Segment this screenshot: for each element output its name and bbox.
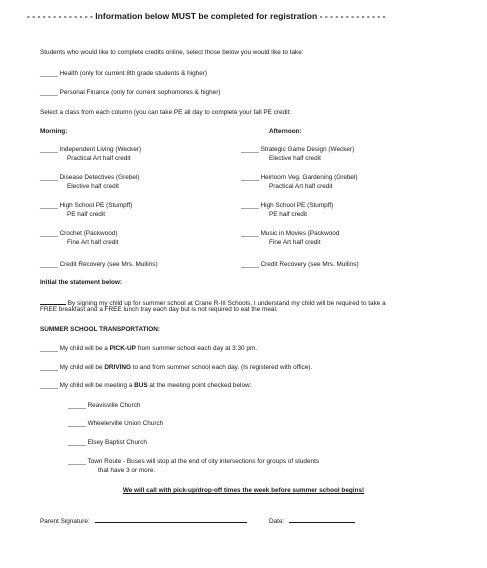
callback-notice bbox=[0, 487, 487, 495]
blank-line[interactable]: _____ bbox=[40, 382, 58, 389]
option-keyword: PICK-UP bbox=[109, 345, 136, 352]
date-line[interactable] bbox=[289, 515, 355, 523]
class-title: High School PE (Stumpff) bbox=[260, 202, 334, 209]
transport-option-pickup[interactable] bbox=[40, 345, 257, 353]
class-credit: Practical Art half credit bbox=[269, 183, 333, 190]
blank-line[interactable]: _____ bbox=[241, 146, 259, 153]
class-title: Music in Movies (Packwood bbox=[260, 230, 340, 237]
blank-line[interactable]: _____ bbox=[241, 261, 259, 268]
option-text: from summer school each day at 3:30 pm. bbox=[135, 345, 258, 352]
option-name: Personal Finance bbox=[59, 89, 110, 96]
stop-name: Town Route - Buses will stop at the end of city intersections for groups of students bbox=[87, 458, 320, 465]
class-credit: Fine Art half credit bbox=[269, 239, 321, 246]
class-title: Disease Detectives (Grebel) bbox=[59, 174, 140, 181]
class-credit: Practical Art half credit bbox=[67, 155, 131, 162]
afternoon-option[interactable] bbox=[241, 174, 358, 182]
afternoon-option[interactable] bbox=[241, 261, 359, 269]
select-class-instructions: Select a class from each column (you can take PE all day to complete your fall PE credit: bbox=[40, 109, 292, 116]
morning-option[interactable] bbox=[40, 202, 132, 210]
afternoon-option[interactable] bbox=[241, 146, 354, 154]
form-header: - - - - - - - - - - - - - Information below MUST be completed for registration - - - - - - - - - - - - - bbox=[27, 11, 386, 21]
transport-heading: SUMMER SCHOOL TRANSPORTATION: bbox=[40, 326, 160, 333]
online-option-health[interactable] bbox=[40, 70, 207, 78]
blank-line[interactable]: _____ bbox=[40, 202, 58, 209]
morning-option[interactable] bbox=[40, 146, 141, 154]
blank-line[interactable]: _____ bbox=[40, 345, 58, 352]
initial-blank[interactable] bbox=[40, 297, 66, 305]
afternoon-option[interactable] bbox=[241, 230, 339, 238]
blank-line[interactable]: _____ bbox=[241, 174, 259, 181]
callback-notice-text: We will call with pick-up/drop-off times the week before summer school begins! bbox=[122, 487, 365, 494]
option-keyword: BUS bbox=[134, 382, 148, 389]
class-title: Credit Recovery (see Mrs. Mullins) bbox=[260, 261, 359, 268]
class-title: Independent Living (Wecker) bbox=[59, 146, 142, 153]
date-label: Date: bbox=[269, 518, 285, 525]
option-note: (only for current 8th grade students & higher) bbox=[79, 70, 207, 77]
bus-stop-option-town-route[interactable] bbox=[68, 458, 319, 466]
stop-name: Reavisville Church bbox=[87, 402, 141, 409]
blank-line[interactable]: _____ bbox=[241, 230, 259, 237]
blank-line[interactable]: _____ bbox=[40, 364, 58, 371]
stop-name: Elsey Baptist Church bbox=[87, 439, 147, 446]
blank-line[interactable]: _____ bbox=[40, 174, 58, 181]
initial-heading: Initial the statement below: bbox=[40, 279, 123, 286]
afternoon-heading: Afternoon: bbox=[269, 128, 302, 135]
stop-name: Wheelerville Union Church bbox=[87, 420, 164, 427]
blank-line[interactable]: _____ bbox=[40, 70, 58, 77]
blank-line[interactable]: _____ bbox=[241, 202, 259, 209]
blank-line[interactable]: _____ bbox=[68, 402, 86, 409]
option-note: (only for current sophomores & higher) bbox=[111, 89, 221, 96]
town-route-note: that have 3 or more. bbox=[98, 467, 156, 474]
class-title: Crochet (Packwood) bbox=[59, 230, 118, 237]
blank-line[interactable]: _____ bbox=[40, 146, 58, 153]
option-name: Health bbox=[59, 70, 79, 77]
online-intro: Students who would like to complete credits online, select those below you would like to take: bbox=[40, 49, 304, 56]
date-field bbox=[269, 515, 355, 526]
blank-line[interactable]: _____ bbox=[68, 458, 86, 465]
parent-signature-line[interactable] bbox=[95, 515, 247, 523]
class-title: Credit Recovery (see Mrs. Mullins) bbox=[59, 261, 158, 268]
morning-heading: Morning: bbox=[40, 128, 68, 135]
bus-stop-option[interactable] bbox=[68, 402, 140, 410]
parent-signature bbox=[40, 515, 247, 526]
class-credit: PE half credit bbox=[67, 211, 106, 218]
option-text: to and from summer school each day. (Is registered with office). bbox=[130, 364, 313, 371]
class-credit: Fine Art half credit bbox=[67, 239, 119, 246]
class-title: Strategic Game Design (Wecker) bbox=[260, 146, 355, 153]
initial-statement-line2: FREE breakfast and a FREE lunch tray each day but is not required to eat the meal. bbox=[40, 306, 278, 313]
online-option-personal-finance[interactable] bbox=[40, 89, 220, 97]
option-text: at the meeting point checked below: bbox=[147, 382, 252, 389]
morning-option[interactable] bbox=[40, 174, 139, 182]
option-text: My child will be bbox=[59, 364, 105, 371]
transport-option-bus[interactable] bbox=[40, 382, 251, 390]
option-text: My child will be meeting a bbox=[59, 382, 135, 389]
class-credit: Elective half credit bbox=[67, 183, 119, 190]
class-credit: Elective half credit bbox=[269, 155, 321, 162]
morning-option[interactable] bbox=[40, 230, 117, 238]
parent-signature-label: Parent Signature: bbox=[40, 518, 90, 525]
bus-stop-option[interactable] bbox=[68, 439, 147, 447]
option-text: My child will be a bbox=[59, 345, 110, 352]
initial-text: By signing my child up for summer school at Crane R-III Schools, I understand my child will be required to take a bbox=[67, 300, 386, 307]
blank-line[interactable]: _____ bbox=[68, 420, 86, 427]
class-credit: PE half credit bbox=[269, 211, 308, 218]
morning-option[interactable] bbox=[40, 261, 158, 269]
blank-line[interactable]: _____ bbox=[68, 439, 86, 446]
blank-line[interactable]: _____ bbox=[40, 230, 58, 237]
class-title: High School PE (Stumpff) bbox=[59, 202, 133, 209]
class-title: Heirloom Veg. Gardening (Grebel) bbox=[260, 174, 358, 181]
afternoon-option[interactable] bbox=[241, 202, 333, 210]
blank-line[interactable]: _____ bbox=[40, 89, 58, 96]
option-keyword: DRIVING bbox=[104, 364, 131, 371]
blank-line[interactable]: _____ bbox=[40, 261, 58, 268]
transport-option-driving[interactable] bbox=[40, 364, 312, 372]
bus-stop-option[interactable] bbox=[68, 420, 163, 428]
